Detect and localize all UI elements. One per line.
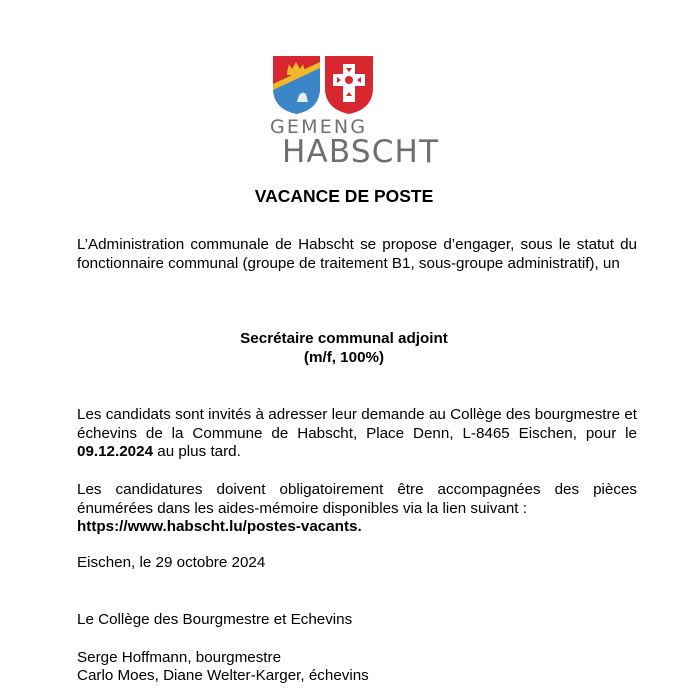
signature-mayor: Serge Hoffmann, bourgmestre [77, 649, 282, 666]
application-text-after: au plus tard. [157, 443, 241, 460]
application-paragraph [77, 406, 637, 462]
commune-logo [270, 54, 450, 174]
application-deadline: 09.12.2024 [77, 443, 154, 460]
date-line: Eischen, le 29 octobre 2024 [77, 554, 266, 571]
signature-aldermen: Carlo Moes, Diane Welter-Karger, échevins [77, 667, 369, 684]
application-text-before: Les candidats sont invités à adresser leur demande au Collège des bourgmestre et échevins de la Commune de Habscht, Place Denn, L-8465 Eischen, pour le [77, 406, 637, 442]
position-name: Secrétaire communal adjoint [240, 330, 448, 347]
position-detail: (m/f, 100%) [303, 348, 385, 366]
logo-text-habscht: HABSCHT [282, 134, 440, 170]
document-title: VACANCE DE POSTE [254, 186, 434, 206]
application-text [77, 406, 637, 462]
intro-text: L’Administration communale de Habscht se propose d’engager, sous le statut du fonctionnaire communal (groupe de traitement B1, sous-groupe administratif), un [77, 236, 637, 272]
coat-of-arms-icon [270, 54, 380, 116]
signature-college: Le Collège des Bourgmestre et Echevins [77, 611, 353, 628]
position-block [0, 330, 688, 367]
logo-text-gemeng: GEMENG [270, 116, 368, 138]
intro-paragraph [77, 236, 637, 273]
documents-paragraph [77, 481, 637, 537]
documents-text: Les candidatures doivent obligatoirement être accompagnées des pièces énumérées dans les aides-mémoire disponibles via la lien suivant : [77, 481, 637, 517]
documents-link[interactable]: https://www.habscht.lu/postes-vacants. [77, 518, 362, 535]
